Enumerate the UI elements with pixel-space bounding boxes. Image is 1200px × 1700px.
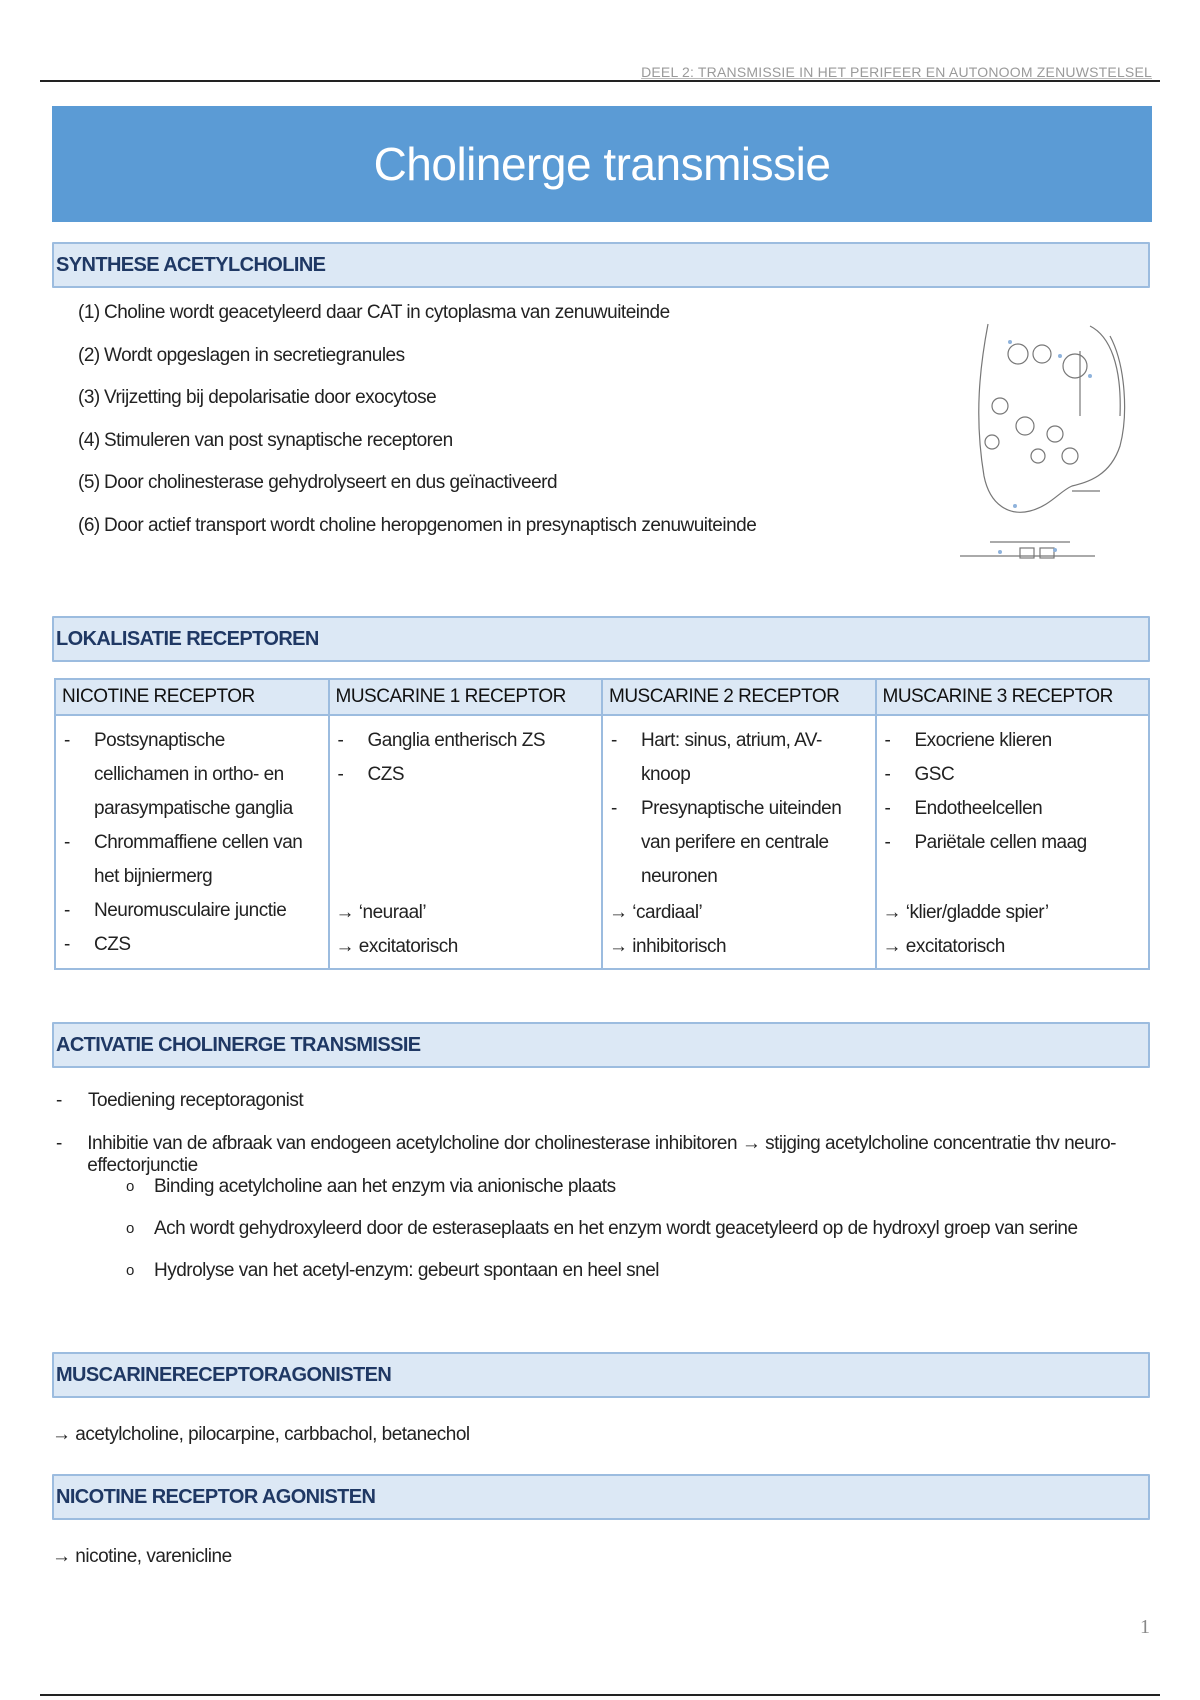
list-item: (4) Stimuleren van post synaptische receptoren [78, 429, 453, 451]
table-header-muscarine-1: MUSCARINE 1 RECEPTOR [329, 679, 603, 715]
table-header-muscarine-2: MUSCARINE 2 RECEPTOR [602, 679, 876, 715]
table-cell-muscarine-3 [876, 715, 1150, 969]
table-cell-muscarine-2 [602, 715, 876, 969]
list-item: - Toediening receptoragonist [56, 1090, 304, 1111]
receptor-note: → ‘neuraal’ [335, 902, 427, 923]
list-item: - Exocriene klieren [884, 730, 1052, 751]
list-item: - Presynaptische uiteinden van perifere en centrale neuronen [611, 798, 842, 887]
receptor-note: → ‘cardiaal’ [609, 902, 703, 923]
section-heading-nicotine-agonists: NICOTINE RECEPTOR AGONISTEN [52, 1474, 1150, 1520]
receptor-note: → inhibitorisch [609, 936, 727, 957]
list-item: - CZS [337, 764, 404, 785]
list-item: - Endotheelcellen [884, 798, 1043, 819]
list-item: - Neuromusculaire junctie [64, 900, 287, 921]
receptor-note: → excitatorisch [882, 936, 1005, 957]
running-header: DEEL 2: TRANSMISSIE IN HET PERIFEER EN AUTONOOM ZENUWSTELSEL [641, 64, 1152, 80]
list-item: - Postsynaptische cellichamen in ortho- en parasympatische ganglia [64, 730, 293, 819]
page-number: 1 [1140, 1616, 1150, 1638]
list-item: o Binding acetylcholine aan het enzym via anionische plaats [126, 1176, 616, 1197]
list-item: - Chrommaffiene cellen van het bijniermerg [64, 832, 303, 887]
list-item: - Pariëtale cellen maag [884, 832, 1087, 853]
table-cell-muscarine-1 [329, 715, 603, 969]
section-heading-synthesis: SYNTHESE ACETYLCHOLINE [52, 242, 1150, 288]
list-item: o Hydrolyse van het acetyl-enzym: gebeurt spontaan en heel snel [126, 1260, 659, 1281]
muscarine-agonists-list: → acetylcholine, pilocarpine, carbbachol, betanechol [52, 1424, 470, 1445]
receptor-note: → excitatorisch [335, 936, 458, 957]
list-item: - GSC [884, 764, 955, 785]
list-item: - Ganglia entherisch ZS [337, 730, 545, 751]
table-header-muscarine-3: MUSCARINE 3 RECEPTOR [876, 679, 1150, 715]
activation-subbullets [126, 1176, 1078, 1302]
section-heading-muscarine-agonists: MUSCARINERECEPTORAGONISTEN [52, 1352, 1150, 1398]
synapse-diagram [960, 306, 1130, 588]
section-heading-localisation: LOKALISATIE RECEPTOREN [52, 616, 1150, 662]
footer-rule [40, 1694, 1160, 1696]
list-item: - CZS [64, 934, 131, 955]
synthesis-steps [78, 302, 756, 557]
table-header-nicotine: NICOTINE RECEPTOR [55, 679, 329, 715]
list-item: o Ach wordt gehydroxyleerd door de esteraseplaats en het enzym wordt geacetyleerd op de hydroxyl groep van serine [126, 1218, 1078, 1239]
receptor-table [54, 678, 1150, 970]
header-rule [40, 80, 1160, 82]
list-item: - Hart: sinus, atrium, AV-knoop [611, 730, 822, 785]
list-item: (6) Door actief transport wordt choline heropgenomen in presynaptisch zenuwuiteinde [78, 514, 757, 536]
receptor-note: → ‘klier/gladde spier’ [882, 902, 1049, 923]
list-item: - Inhibitie van de afbraak van endogeen acetylcholine dor cholinesterase inhibitoren → stijging acetylcholine concentratie thv neuro-effectorjunctie [56, 1133, 1116, 1176]
list-item: (1) Choline wordt geacetyleerd daar CAT in cytoplasma van zenuwuiteinde [78, 302, 670, 323]
page-title: Cholinerge transmissie [52, 106, 1152, 222]
table-cell-nicotine [55, 715, 329, 969]
list-item: (2) Wordt opgeslagen in secretiegranules [78, 344, 405, 366]
activation-bullets [56, 1090, 1200, 1176]
list-item: (3) Vrijzetting bij depolarisatie door exocytose [78, 387, 437, 408]
list-item: (5) Door cholinesterase gehydrolyseert en dus geïnactiveerd [78, 472, 558, 493]
section-heading-activation: ACTIVATIE CHOLINERGE TRANSMISSIE [52, 1022, 1150, 1068]
nicotine-agonists-list: → nicotine, varenicline [52, 1546, 232, 1567]
